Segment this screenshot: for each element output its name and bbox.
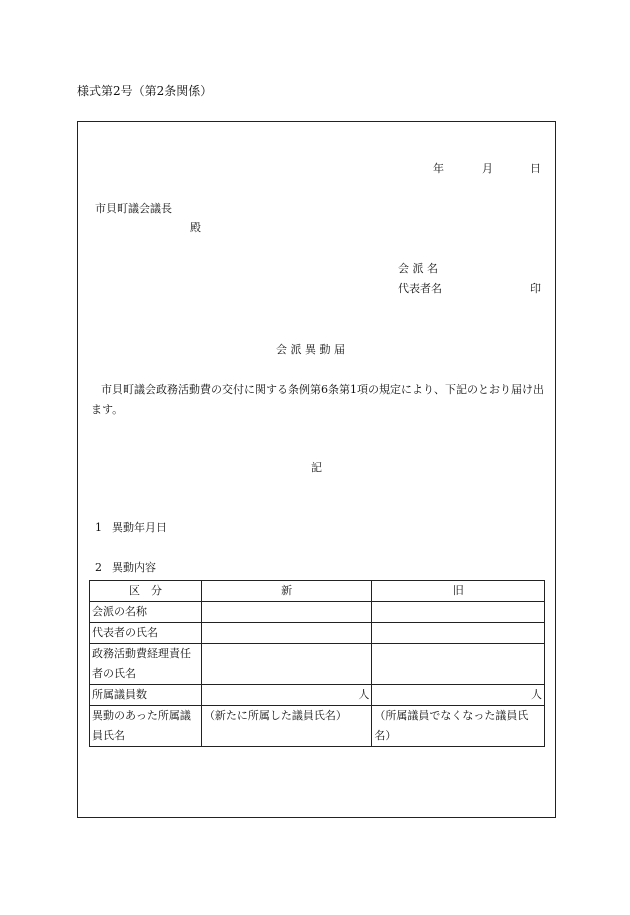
header-category: 区 分 [90, 581, 202, 602]
cell-old-unit: 人 [372, 685, 545, 706]
seal-mark: 印 [530, 282, 541, 295]
row-label-faction-name: 会派の名称 [90, 602, 202, 623]
cell-old [372, 623, 545, 644]
ki-heading: 記 [311, 461, 322, 474]
addressee-name: 市貝町議会議長 [95, 202, 172, 215]
cell-old [372, 602, 545, 623]
label-line: 異動のあった所属議 [92, 709, 191, 722]
table-header-row [90, 581, 545, 602]
date-day: 日 [530, 162, 541, 175]
item1-number: 1 [95, 521, 102, 534]
cell-new-note: （新たに所属した議員氏名） [201, 706, 371, 747]
row-label-member-count: 所属議員数 [90, 685, 202, 706]
label-line: 者の氏名 [92, 667, 136, 680]
form-number: 様式第2号（第2条関係） [77, 84, 213, 98]
cell-new [201, 602, 371, 623]
change-table [89, 580, 545, 747]
item2-label: 異動内容 [112, 561, 156, 574]
table-row [90, 602, 545, 623]
item2-number: 2 [95, 561, 102, 574]
faction-name-label: 会 派 名 [398, 262, 438, 275]
header-old: 旧 [372, 581, 545, 602]
item1-label: 異動年月日 [112, 521, 167, 534]
representative-label: 代表者名 [398, 282, 442, 295]
table-row [90, 644, 545, 685]
row-label-representative: 代表者の氏名 [90, 623, 202, 644]
header-new: 新 [201, 581, 371, 602]
cell-new-unit: 人 [201, 685, 371, 706]
date-year: 年 [433, 162, 444, 175]
cell-new [201, 644, 371, 685]
table-row [90, 685, 545, 706]
row-label-changed-members [90, 706, 202, 747]
addressee-honorific: 殿 [190, 221, 201, 234]
cell-old-note: （所属議員でなくなった議員氏名） [372, 706, 545, 747]
cell-old [372, 644, 545, 685]
label-line: 政務活動費経理責任 [92, 647, 191, 660]
document-title: 会 派 異 動 届 [276, 343, 345, 356]
table-row [90, 623, 545, 644]
table-row [90, 706, 545, 747]
body-text: 市貝町議会政務活動費の交付に関する条例第6条第1項の規定により、下記のとおり届け出ます。 [91, 383, 544, 416]
cell-new [201, 623, 371, 644]
date-month: 月 [482, 162, 493, 175]
row-label-accounting-officer [90, 644, 202, 685]
label-line: 員氏名 [92, 729, 125, 742]
